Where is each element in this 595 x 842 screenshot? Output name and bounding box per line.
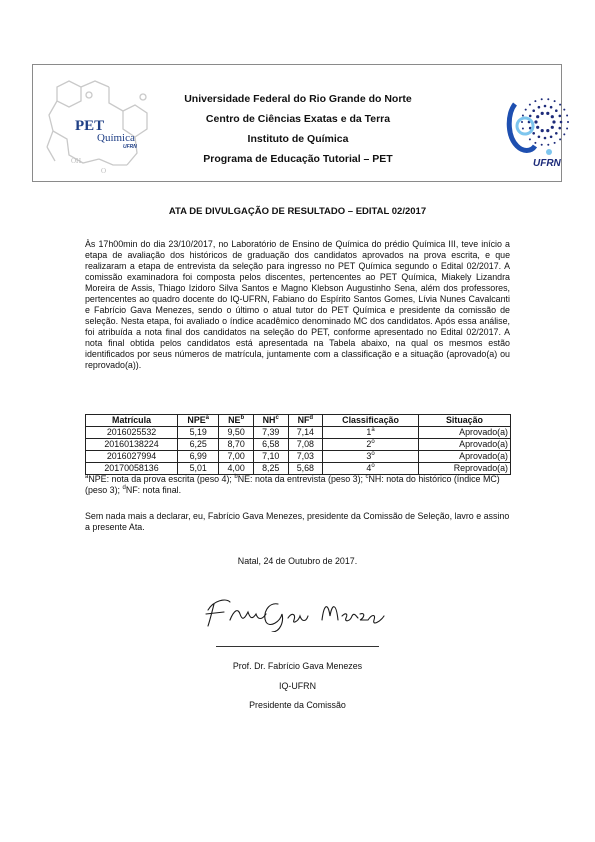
svg-text:UFRN: UFRN — [123, 144, 137, 150]
cell-nh: 8,25 — [253, 463, 288, 475]
center-name: Centro de Ciências Exatas e da Terra — [205, 113, 391, 125]
signatory-block — [0, 657, 595, 716]
cell-situacao: Reprovado(a) — [418, 463, 510, 475]
col-header-ne: $NE^b$ — [219, 415, 254, 427]
svg-text:Química: Química — [97, 132, 135, 144]
table-footnote: $^a$NPE: nota da prova escrita (peso 4); $^b$NE: nota da entrevista (peso 3); $^c$NH: nota do histórico (índice MC) (peso 3); $^d$NF: nota final. — [85, 474, 500, 495]
cell-matricula: 20160138224 — [86, 439, 178, 451]
cell-ne: 9,50 — [219, 427, 254, 439]
cell-classificacao: 2$^o$ — [323, 439, 419, 451]
cell-npe: 6,25 — [178, 439, 219, 451]
cell-nf: 7,08 — [288, 439, 323, 451]
cell-classificacao: 3$^o$ — [323, 451, 419, 463]
cell-classificacao: 1$^a$ — [323, 427, 419, 439]
table-row — [86, 451, 511, 463]
university-name: Universidade Federal do Rio Grande do Norte — [184, 93, 412, 105]
cell-nh: 6,58 — [253, 439, 288, 451]
institution-heading — [163, 89, 433, 169]
cell-npe: 5,19 — [178, 427, 219, 439]
place-date: Natal, 24 de Outubro de 2017. — [237, 556, 358, 566]
signatory-affiliation: IQ-UFRN — [279, 680, 316, 691]
cell-situacao: Aprovado(a) — [418, 451, 510, 463]
pet-quimica-logo — [39, 73, 157, 177]
cell-situacao: Aprovado(a) — [418, 427, 510, 439]
document-title: ATA DE DIVULGAÇÃO DE RESULTADO – EDITAL 02/2017 — [168, 206, 427, 217]
cell-matricula: 2016027994 — [86, 451, 178, 463]
table-header-row — [86, 415, 511, 427]
program-name: Programa de Educação Tutorial – PET — [203, 153, 393, 165]
cell-nf: 5,68 — [288, 463, 323, 475]
institute-name: Instituto de Química — [247, 133, 349, 145]
letterhead — [32, 64, 562, 182]
col-header-situacao: Situação — [418, 415, 510, 427]
svg-text:PET: PET — [75, 118, 105, 134]
cell-ne: 7,00 — [219, 451, 254, 463]
results-table — [85, 414, 511, 475]
cell-ne: 4,00 — [219, 463, 254, 475]
cell-nf: 7,03 — [288, 451, 323, 463]
cell-nf: 7,14 — [288, 427, 323, 439]
svg-text:OH: OH — [71, 157, 82, 165]
body-paragraph: Às 17h00min do dia 23/10/2017, no Laboratório de Ensino de Química do prédio Química III, teve início a etapa de avaliação dos históricos de graduação dos candidatos aprovados na prova escrita, e que realizaram a etapa de entrevista da seleção para ingresso no PET Química segundo o Edital 02/2017. A comissão examinadora foi composta pelos discentes, pertencentes ao PET Química, Miakely Lizandra Moreira de Assis, Thiago Izidoro Silva Santos e Magno Klebson Augustinho Sena, além dos professores, pertencentes ao quadro docente do IQ-UFRN, Fabiano do Espírito Santos Gomes, Lívia Nunes Cavalcanti e Fabrício Gava Menezes, sendo o último o atual tutor do PET Química e presidente da comissão de seleção. Nesta etapa, foi avaliado o índice acadêmico denominado MC dos candidatos. Após essa análise, foi atribuída a nota final dos candidatos na seleção do PET, conforme apresentado no Edital 02/2017. A nota final obtida pelos candidatos está apresentada na Tabela abaixo, na qual os mesmos estão identificados por seus números de matrícula, juntamente com a classificação e a situação (aprovado(a) ou reprovado(a)). — [85, 239, 510, 370]
col-header-nh: $NH^c$ — [253, 415, 288, 427]
signatory-role: Presidente da Comissão — [249, 700, 346, 710]
svg-text:O: O — [101, 167, 107, 175]
table-row — [86, 439, 511, 451]
col-header-classificacao: Classificação — [323, 415, 419, 427]
col-header-matricula: Matrícula — [86, 415, 178, 427]
cell-ne: 8,70 — [219, 439, 254, 451]
cell-nh: 7,10 — [253, 451, 288, 463]
cell-matricula: 20170058136 — [86, 463, 178, 475]
signature-line — [216, 646, 379, 647]
cell-matricula: 2016025532 — [86, 427, 178, 439]
signatory-name: Prof. Dr. Fabrício Gava Menezes — [232, 661, 363, 671]
cell-classificacao: 4$^o$ — [323, 463, 419, 475]
handwritten-signature — [200, 592, 390, 632]
closing-statement: Sem nada mais a declarar, eu, Fabrício Gava Menezes, presidente da Comissão de Seleção, lavro e assino a presente Ata. — [85, 511, 510, 532]
ufrn-logo — [505, 90, 569, 170]
col-header-npe: NPE$^a$ — [178, 415, 219, 427]
cell-npe: 5,01 — [178, 463, 219, 475]
cell-nh: 7,39 — [253, 427, 288, 439]
col-header-nf: $NF^d$ — [288, 415, 323, 427]
table-row — [86, 427, 511, 439]
table-row — [86, 463, 511, 475]
cell-npe: 6,99 — [178, 451, 219, 463]
cell-situacao: Aprovado(a) — [418, 439, 510, 451]
svg-text:UFRN: UFRN — [533, 158, 561, 169]
